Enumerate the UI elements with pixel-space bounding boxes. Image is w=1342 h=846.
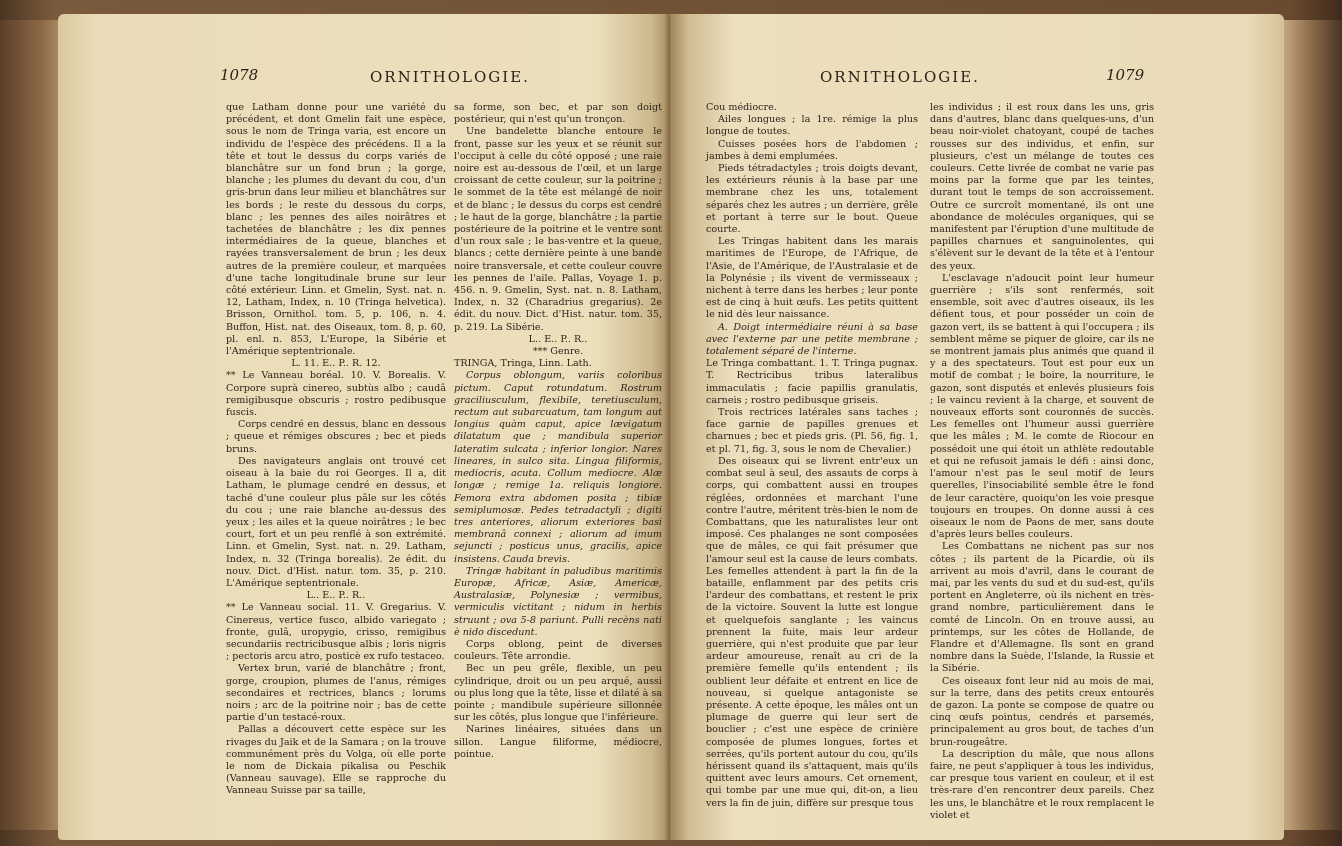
paragraph: Une bandelette blanche entoure le front, passe sur les yeux et se réunit sur l'occiput à celle du côté opposé ; une raie noire est au-dessous de l'œil, et un large croissant de cette couleur, sur la poitrine ; le sommet de la tête est mélangé de noir et de blanc ; le dessus du corps est cendré ; le haut de la gorge, blanchâtre ; la partie postérieure de la poitrine et le ventre sont d'un roux sale ; le bas-ventre et la queue, blancs ; cette dernière peinte à une bande noire transversale, et cette couleur couvre les pennes de l'aile. Pallas, Voyage 1. p. 456. n. 9. Gmelin, Syst. nat. n. 8. Latham, Index, n. 32 (Charadrius gregarius). 2e édit. du nouv. Dict. d'Hist. natur. tom. 35, p. 219. La Sibérie. bbox=[454, 126, 662, 333]
latin-habitat: Tringæ habitant in paludibus maritimis Europæ, Africæ, Asiæ, Americæ, Australasiæ, Polynesiæ ; vermibus, vermiculis victitant ; nidum in herbis struunt ; ova 5-8 pariunt. Pulli recèns nati è nido discedunt. bbox=[454, 565, 662, 638]
paragraph: Ces oiseaux font leur nid au mois de mai, sur la terre, dans des petits creux entourés de gazon. La ponte se compose de quatre ou cinq œufs pointus, cendrés et parsemés, principalement au gros bout, de taches d'un brun-rougeâtre. bbox=[930, 675, 1154, 748]
paragraph: Des navigateurs anglais ont trouvé cet oiseau à la baie du roi Georges. Il a, dit Latham, le plumage cendré en dessus, et taché d'une couleur plus pâle sur les côtés du cou ; une raie blanche au-dessus des yeux ; les ailes et la queue noirâtres ; le bec court, fort et un peu renflé à son extrémité. Linn. et Gmelin, Syst. nat. n. 29. Latham, Index, n. 32 (Tringa borealis). 2e édit. du nouv. Dict. d'Hist. natur. tom. 35, p. 210. L'Amérique septentrionale. bbox=[226, 455, 446, 589]
species-heading: Le Tringa combattant. 1. T. Tringa pugnax. T. Rectricibus tribus lateralibus immaculatis ; facie papillis granulatis, carneis ; rostro pedibusque griseis. bbox=[706, 358, 918, 406]
left-page-column-2 bbox=[454, 102, 662, 761]
right-page-column-1 bbox=[706, 102, 918, 810]
running-header-left: ORNITHOLOGIE. bbox=[370, 68, 530, 86]
paragraph: Cou médiocre. bbox=[706, 102, 777, 113]
paragraph: Pallas a découvert cette espèce sur les rivages du Jaik et de la Samara ; on la trouve communément près du Volga, où elle porte le nom de Dickaia pikalisa ou Peschik (Vanneau sauvage). Elle se rapproche du Vanneau Suisse par sa taille, bbox=[226, 724, 446, 797]
section-heading: A. Doigt intermédiaire réuni à sa base avec l'externe par une petite membrane ; totalement séparé de l'interne. bbox=[706, 321, 918, 358]
paragraph: Pieds tétradactyles ; trois doigts devant, les extérieurs réunis à la base par une membrane chez les uns, totalement séparés chez les autres ; un derrière, grêle et portant à terre sur le bout. Queue courte. bbox=[706, 163, 918, 236]
latin-description: Corpus oblongum, variis coloribus pictum. Caput rotundatum. Rostrum graciliusculum, flexibile, teretiusculum, rectum aut subarcuatum, tam longum aut longius quàm caput, apice lævigatum dilatatum que ; mandibula superior lateratim sulcata ; inferior longior. Nares lineares, in sulco sita. Lingua filiformis, mediocris, acuta. Collum mediocre. Alæ longæ ; remige 1a. reliquis longiore. Femora extra abdomen posita ; tibiæ semiplumosæ. Pedes tetradactyli ; digiti tres anteriores, aliorum exteriores basi membranâ connexi ; aliorum ad imum sejuncti ; posticus unus, gracilis, apice insistens. Cauda brevis. bbox=[454, 370, 662, 565]
paragraph: Ailes longues ; la 1re. rémige la plus longue de toutes. bbox=[706, 114, 918, 138]
genus-title: TRINGA, Tringa, Linn. Lath. bbox=[454, 358, 592, 370]
paragraph: Trois rectrices latérales sans taches ; face garnie de papilles grenues et charnues ; bec et pieds gris. (Pl. 56, fig. 1, et pl. 71, fig. 3, sous le nom de Chevalier.) bbox=[706, 407, 918, 455]
paragraph: Cuisses posées hors de l'abdomen ; jambes à demi emplumées. bbox=[706, 138, 918, 162]
paragraph: Des oiseaux qui se livrent entr'eux un combat seul à seul, des assauts de corps à corps, qui combattent aussi en troupes réglées, ordonnées et marchant l'une contre l'autre, méritent très-bien le nom de Combattans, que les naturalistes leur ont imposé. Ces phalanges ne sont composées que de mâles, ce qui fait présumer que l'amour seul est la cause de leurs combats. Les femelles attendent à part la fin de la bataille, enflamment par des petits cris l'ardeur des combattans, et restent le prix de la victoire. Souvent la lutte est longue et quelquefois sanglante ; les vaincus prennent la fuite, mais leur ardeur guerrière, qui n'est produite que par leur ardeur amoureuse, renaît au cri de la première femelle qu'ils entendent ; ils oublient leur défaite et entrent en lice de nouveau, si quelque antagoniste se présente. A cette époque, les mâles ont un plumage de guerre qui leur sert de bouclier ; c'est une espèce de crinière composée de plumes longues, fortes et serrées, qu'ils portent autour du cou, qu'ils hérissent quand ils s'attaquent, mais qu'ils quittent avec leurs amours. Cet ornement, qui tombe par une mue qui, dit-on, a lieu vers la fin de juin, diffère sur presque tous bbox=[706, 455, 918, 809]
page-number-left: 1078 bbox=[220, 66, 259, 84]
right-page-column-2 bbox=[930, 102, 1154, 822]
species-heading: ** Le Vanneau social. 11. V. Gregarius. V. Cinereus, vertice fusco, albido variegato ; fronte, gulâ, uropygio, crisso, remigibus secundariis rectricibusque albis ; loris nigris ; pectoris arcu atro, posticè ex rufo testaceo. bbox=[226, 602, 446, 663]
measurements: L.. E.. P.. R.. bbox=[528, 333, 588, 345]
paragraph: Les Combattans ne nichent pas sur nos côtes ; ils partent de la Picardie, où ils arrivent au mois d'avril, dans le courant de mai, par les vents du sud et du sud-est, qu'ils portent en Angleterre, où ils nichent en très-grand nombre, particulièrement dans le comté de Lincoln. On en trouve aussi, au printemps, sur les côtes de Hollande, de Flandre et d'Allemagne. Ils sont en grand nombre dans la Suède, l'Islande, la Russie et la Sibérie. bbox=[930, 541, 1154, 675]
species-heading: ** Le Vanneau boréal. 10. V. Borealis. V. Corpore suprà cinereo, subtùs albo ; caudâ remigibusque obscuris ; rostro pedibusque fuscis. bbox=[226, 370, 446, 419]
paragraph: Bec un peu grêle, flexible, un peu cylindrique, droit ou un peu arqué, aussi ou plus long que la tête, lisse et dilaté à sa pointe ; mandibule supérieure sillonnée sur les côtés, plus longue que l'inférieure. bbox=[454, 663, 662, 724]
left-page-column-1 bbox=[226, 102, 446, 798]
paragraph: Les Tringas habitent dans les marais maritimes de l'Europe, de l'Afrique, de l'Asie, de l'Amérique, de l'Australasie et de la Polynésie ; ils vivent de vermisseaux ; nichent à terre dans les herbes ; leur ponte est de cinq à huit œufs. Les petits quittent le nid dès leur naissance. bbox=[706, 236, 918, 321]
paragraph: sa forme, son bec, et par son doigt postérieur, qui n'est qu'un tronçon. bbox=[454, 102, 662, 126]
genus-heading: *** Genre. bbox=[532, 346, 584, 358]
right-page bbox=[670, 14, 1284, 840]
measurements: L. 11. E.. P.. R. 12. bbox=[291, 358, 381, 370]
paragraph: les individus ; il est roux dans les uns, gris dans d'autres, blanc dans quelques-uns, d'un beau noir-violet chatoyant, coupé de taches rousses sur des individus, et enfin, sur plusieurs, c'est un mélange de toutes ces couleurs. Cette livrée de combat ne varie pas moins par la forme que par les teintes, durant tout le temps de son accroissement. Outre ce surcroît momentané, ils ont une abondance de molécules organiques, qui se manifestent par l'éruption d'une multitude de papilles charnues et sanguinolentes, qui s'élèvent sur le devant de la tête et à l'entour des yeux. bbox=[930, 102, 1154, 272]
paragraph: Vertex brun, varié de blanchâtre ; front, gorge, croupion, plumes de l'anus, rémiges secondaires et rectrices, blancs ; lorums noirs ; arc de la poitrine noir ; bas de cette partie d'un testacé-roux. bbox=[226, 663, 446, 724]
paragraph: Corps oblong, peint de diverses couleurs. Tête arrondie. bbox=[454, 638, 662, 663]
paragraph: Corps cendré en dessus, blanc en dessous ; queue et rémiges obscures ; bec et pieds bruns. bbox=[226, 419, 446, 455]
left-page bbox=[58, 14, 670, 840]
running-header-right: ORNITHOLOGIE. bbox=[820, 68, 980, 86]
book-edge-right bbox=[1282, 20, 1342, 830]
paragraph: L'esclavage n'adoucit point leur humeur guerrière ; s'ils sont renfermés, soit ensemble, soit avec d'autres oiseaux, ils les défient tous, et pour posséder un coin de gazon vert, ils se battent à qui l'occupera ; ils semblent même se piquer de gloire, car ils ne se montrent jamais plus animés que quand il y a des spectateurs. Tout est pour eux un motif de combat ; le boire, la nourriture, le gazon, sont disputés et enlevés plusieurs fois ; le vaincu revient à la charge, et souvent de nouveaux efforts sont couronnés de succès. Les femelles ont l'humeur aussi guerrière que les mâles ; M. le comte de Riocour en possédoit une qui étoit un athlète redoutable et qui ne refusoit jamais le défi : ainsi donc, l'amour n'est pas le seul motif de leurs querelles, l'insociabilité semble être le fond de leur caractère, quoiqu'on les voie presque toujours en troupes. On donne aussi à ces oiseaux le nom de Paons de mer, sans doute d'après leurs belles couleurs. bbox=[930, 272, 1154, 541]
paragraph: que Latham donne pour une variété du précédent, et dont Gmelin fait une espèce, sous le nom de Tringa varia, est encore un individu de l'espèce des précédens. Il a la tête et tout le dessus du corps variés de blanchâtre sur un fond brun ; la gorge, blanche ; les plumes du devant du cou, d'un gris-brun dans leur milieu et blanchâtres sur les bords ; le reste du dessous du corps, blanc ; les pennes des ailes noirâtres et tachetées de blanchâtre ; les dix pennes intermédiaires de la queue, blanches et rayées transversalement de brun ; les deux autres de la première couleur, et marquées d'une tache longitudinale brune sur leur côté extérieur. Linn. et Gmelin, Syst. nat. n. 12, Latham, Index, n. 10 (Tringa helvetica). Brisson, Ornithol. tom. 5, p. 106, n. 4. Buffon, Hist. nat. des Oiseaux, tom. 8, p. 60, pl. enl. n. 853, L'Europe, la Sibérie et l'Amérique septentrionale. bbox=[226, 102, 446, 358]
page-number-right: 1079 bbox=[1106, 66, 1145, 84]
paragraph: Narines linéaires, situées dans un sillon. Langue filiforme, médiocre, pointue. bbox=[454, 724, 662, 760]
measurements: L.. E.. P.. R.. bbox=[306, 590, 366, 602]
paragraph: La description du mâle, que nous allons faire, ne peut s'appliquer à tous les individus, car presque tous varient en couleur, et il est très-rare d'en rencontrer deux pareils. Chez les uns, le blanchâtre et le roux remplacent le violet et bbox=[930, 748, 1154, 821]
